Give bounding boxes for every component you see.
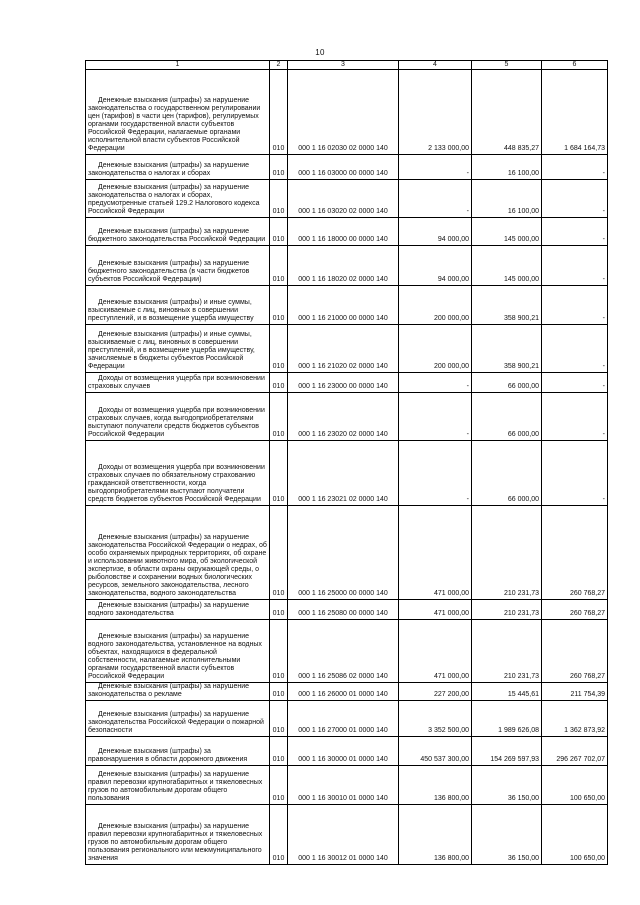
row-name-cell [86, 180, 270, 218]
row-name: Денежные взыскания (штрафы) за нарушение законодательства Российской Федерации о пожарной безопасности [88, 711, 264, 734]
row-code: 010 [270, 441, 288, 506]
row-name-cell [86, 600, 270, 620]
row-value-col4: 200 000,00 [399, 325, 472, 373]
table-row [86, 620, 608, 683]
row-kbk: 000 1 16 23021 02 0000 140 [288, 441, 399, 506]
row-value-col6: 260 768,27 [542, 620, 608, 683]
row-kbk: 000 1 16 03000 00 0000 140 [288, 155, 399, 180]
row-value-col4: 227 200,00 [399, 683, 472, 701]
row-name-cell [86, 393, 270, 441]
table-row [86, 506, 608, 600]
row-name: Доходы от возмещения ущерба при возникновении страховых случаев по обязательному страхованию гражданской ответственности, когда выгодоприобретателями выступают получатели средств бюджетов субъектов Российской Федерации [88, 464, 265, 503]
row-code: 010 [270, 155, 288, 180]
row-value-col4: 471 000,00 [399, 600, 472, 620]
row-name: Денежные взыскания (штрафы) за нарушение законодательства о налогах и сборах, предусмотренные статьей 129.2 Налогового кодекса Российской Федерации [88, 184, 260, 215]
row-code: 010 [270, 805, 288, 865]
row-name: Денежные взыскания (штрафы) и иные суммы, взыскиваемые с лиц, виновных в совершении преступлений, и в возмещение ущерба имуществу, зачисляемые в бюджеты субъектов Российской Федерации [88, 331, 255, 370]
header-col-2: 2 [270, 61, 288, 70]
row-name-cell [86, 286, 270, 325]
row-value-col4: 471 000,00 [399, 506, 472, 600]
row-name-cell [86, 737, 270, 766]
row-name: Денежные взыскания (штрафы) за нарушение правил перевозки крупногабаритных и тяжеловесных грузов по автомобильным дорогам общего пользования регионального или межмуниципального значения [88, 823, 263, 862]
row-kbk: 000 1 16 27000 01 0000 140 [288, 701, 399, 737]
row-name-cell [86, 683, 270, 701]
row-code: 010 [270, 701, 288, 737]
table-row [86, 393, 608, 441]
header-col-6: 6 [542, 61, 608, 70]
row-kbk: 000 1 16 26000 01 0000 140 [288, 683, 399, 701]
row-name: Денежные взыскания (штрафы) за нарушение законодательства о государственном регулировании цен (тарифов) в части цен (тарифов), регулируемых органами государственной власти субъектов Российской Федерации, налагаемые органами исполнительной власти субъектов Российской Федерации [88, 97, 261, 152]
row-value-col6: 1 684 164,73 [542, 70, 608, 155]
row-kbk: 000 1 16 03020 02 0000 140 [288, 180, 399, 218]
row-value-col4: 450 537 300,00 [399, 737, 472, 766]
row-name: Доходы от возмещения ущерба при возникновении страховых случаев [88, 375, 265, 390]
table-row [86, 441, 608, 506]
row-value-col5: 358 900,21 [472, 325, 542, 373]
row-value-col5: 66 000,00 [472, 393, 542, 441]
row-value-col5: 145 000,00 [472, 246, 542, 286]
row-kbk: 000 1 16 21020 02 0000 140 [288, 325, 399, 373]
row-value-col6: 1 362 873,92 [542, 701, 608, 737]
row-value-col5: 448 835,27 [472, 70, 542, 155]
table-row [86, 70, 608, 155]
row-value-col4: - [399, 441, 472, 506]
row-code: 010 [270, 286, 288, 325]
row-code: 010 [270, 600, 288, 620]
header-row [86, 61, 608, 70]
row-kbk: 000 1 16 25080 00 0000 140 [288, 600, 399, 620]
row-value-col5: 145 000,00 [472, 218, 542, 246]
row-value-col6: 296 267 702,07 [542, 737, 608, 766]
table-row [86, 373, 608, 393]
row-kbk: 000 1 16 23000 00 0000 140 [288, 373, 399, 393]
row-value-col4: 471 000,00 [399, 620, 472, 683]
row-name: Денежные взыскания (штрафы) за нарушение законодательства о рекламе [88, 683, 250, 698]
row-value-col5: 36 150,00 [472, 766, 542, 805]
row-value-col6: - [542, 441, 608, 506]
row-code: 010 [270, 246, 288, 286]
row-name-cell [86, 246, 270, 286]
row-kbk: 000 1 16 30012 01 0000 140 [288, 805, 399, 865]
row-value-col6: - [542, 373, 608, 393]
row-name-cell [86, 155, 270, 180]
header-col-3: 3 [288, 61, 399, 70]
table-row [86, 246, 608, 286]
row-code: 010 [270, 218, 288, 246]
row-name-cell [86, 373, 270, 393]
row-name-cell [86, 325, 270, 373]
table-body [86, 70, 608, 865]
row-name: Денежные взыскания (штрафы) и иные суммы, взыскиваемые с лиц, виновных в совершении преступлений, и в возмещение ущерба имуществу [88, 299, 254, 322]
row-kbk: 000 1 16 18020 02 0000 140 [288, 246, 399, 286]
row-value-col6: - [542, 155, 608, 180]
row-value-col4: 94 000,00 [399, 218, 472, 246]
row-code: 010 [270, 180, 288, 218]
row-kbk: 000 1 16 30010 01 0000 140 [288, 766, 399, 805]
row-value-col4: 3 352 500,00 [399, 701, 472, 737]
row-value-col5: 210 231,73 [472, 600, 542, 620]
row-name: Денежные взыскания (штрафы) за нарушение бюджетного законодательства Российской Федерации [88, 228, 266, 243]
row-value-col4: - [399, 393, 472, 441]
row-kbk: 000 1 16 23020 02 0000 140 [288, 393, 399, 441]
row-name: Денежные взыскания (штрафы) за нарушение правил перевозки крупногабаритных и тяжеловесных грузов по автомобильным дорогам общего пользования [88, 771, 263, 802]
row-kbk: 000 1 16 02030 02 0000 140 [288, 70, 399, 155]
row-value-col5: 1 989 626,08 [472, 701, 542, 737]
row-value-col5: 358 900,21 [472, 286, 542, 325]
row-code: 010 [270, 766, 288, 805]
row-value-col5: 15 445,61 [472, 683, 542, 701]
table-header [86, 61, 608, 70]
row-value-col6: 211 754,39 [542, 683, 608, 701]
row-name: Денежные взыскания (штрафы) за правонарушения в области дорожного движения [88, 748, 248, 763]
row-name-cell [86, 70, 270, 155]
row-name-cell [86, 766, 270, 805]
header-col-5: 5 [472, 61, 542, 70]
row-name: Денежные взыскания (штрафы) за нарушение водного законодательства, установленное на водных объектах, находящихся в федеральной собственности, налагаемые исполнительными органами государственной власти субъектов Российской Федерации [88, 633, 262, 680]
row-value-col6: - [542, 246, 608, 286]
row-name: Доходы от возмещения ущерба при возникновении страховых случаев, когда выгодоприобретателями выступают получатели средств бюджетов субъектов Российской Федерации [88, 407, 265, 438]
table-row [86, 180, 608, 218]
row-value-col6: - [542, 393, 608, 441]
row-value-col5: 154 269 597,93 [472, 737, 542, 766]
row-value-col4: 2 133 000,00 [399, 70, 472, 155]
row-value-col6: - [542, 218, 608, 246]
row-name-cell [86, 218, 270, 246]
row-code: 010 [270, 737, 288, 766]
row-name-cell [86, 805, 270, 865]
row-code: 010 [270, 325, 288, 373]
row-kbk: 000 1 16 30000 01 0000 140 [288, 737, 399, 766]
row-value-col6: 100 650,00 [542, 766, 608, 805]
row-value-col4: - [399, 180, 472, 218]
row-value-col5: 210 231,73 [472, 620, 542, 683]
table-row [86, 155, 608, 180]
table-row [86, 600, 608, 620]
row-code: 010 [270, 373, 288, 393]
row-name-cell [86, 701, 270, 737]
row-code: 010 [270, 620, 288, 683]
row-name: Денежные взыскания (штрафы) за нарушение законодательства о налогах и сборах [88, 162, 250, 177]
row-name: Денежные взыскания (штрафы) за нарушение бюджетного законодательства (в части бюджетов субъектов Российской Федерации) [88, 260, 250, 283]
row-value-col4: - [399, 373, 472, 393]
table-row [86, 325, 608, 373]
header-col-4: 4 [399, 61, 472, 70]
table-row [86, 766, 608, 805]
table-row [86, 701, 608, 737]
row-code: 010 [270, 683, 288, 701]
row-value-col6: 260 768,27 [542, 600, 608, 620]
row-value-col4: 94 000,00 [399, 246, 472, 286]
table-row [86, 286, 608, 325]
row-value-col5: 36 150,00 [472, 805, 542, 865]
row-value-col4: 136 800,00 [399, 766, 472, 805]
page-number: 10 [315, 48, 325, 57]
row-code: 010 [270, 506, 288, 600]
row-value-col4: 200 000,00 [399, 286, 472, 325]
row-kbk: 000 1 16 18000 00 0000 140 [288, 218, 399, 246]
row-value-col6: 260 768,27 [542, 506, 608, 600]
row-value-col5: 66 000,00 [472, 441, 542, 506]
row-value-col5: 16 100,00 [472, 155, 542, 180]
row-name: Денежные взыскания (штрафы) за нарушение законодательства Российской Федерации о недрах, об особо охраняемых природных территориях, об охране и использовании животного мира, об экологической экспертизе, в области охраны окружающей среды, о рыболовстве и сохранении водных биологических ресурсов, земельного законодательства, лесного законодательства, водного законодательства [88, 534, 267, 597]
row-kbk: 000 1 16 25086 02 0000 140 [288, 620, 399, 683]
row-value-col4: 136 800,00 [399, 805, 472, 865]
revenue-report-table [85, 60, 608, 865]
row-value-col6: 100 650,00 [542, 805, 608, 865]
row-value-col6: - [542, 286, 608, 325]
row-code: 010 [270, 70, 288, 155]
row-name: Денежные взыскания (штрафы) за нарушение водного законодательства [88, 602, 250, 617]
row-code: 010 [270, 393, 288, 441]
row-name-cell [86, 506, 270, 600]
header-col-1: 1 [86, 61, 270, 70]
row-name-cell [86, 441, 270, 506]
table-row [86, 737, 608, 766]
row-value-col4: - [399, 155, 472, 180]
table-row [86, 805, 608, 865]
row-value-col5: 210 231,73 [472, 506, 542, 600]
row-kbk: 000 1 16 25000 00 0000 140 [288, 506, 399, 600]
table-row [86, 683, 608, 701]
row-kbk: 000 1 16 21000 00 0000 140 [288, 286, 399, 325]
row-value-col5: 16 100,00 [472, 180, 542, 218]
row-value-col6: - [542, 180, 608, 218]
table-row [86, 218, 608, 246]
row-value-col6: - [542, 325, 608, 373]
row-value-col5: 66 000,00 [472, 373, 542, 393]
row-name-cell [86, 620, 270, 683]
